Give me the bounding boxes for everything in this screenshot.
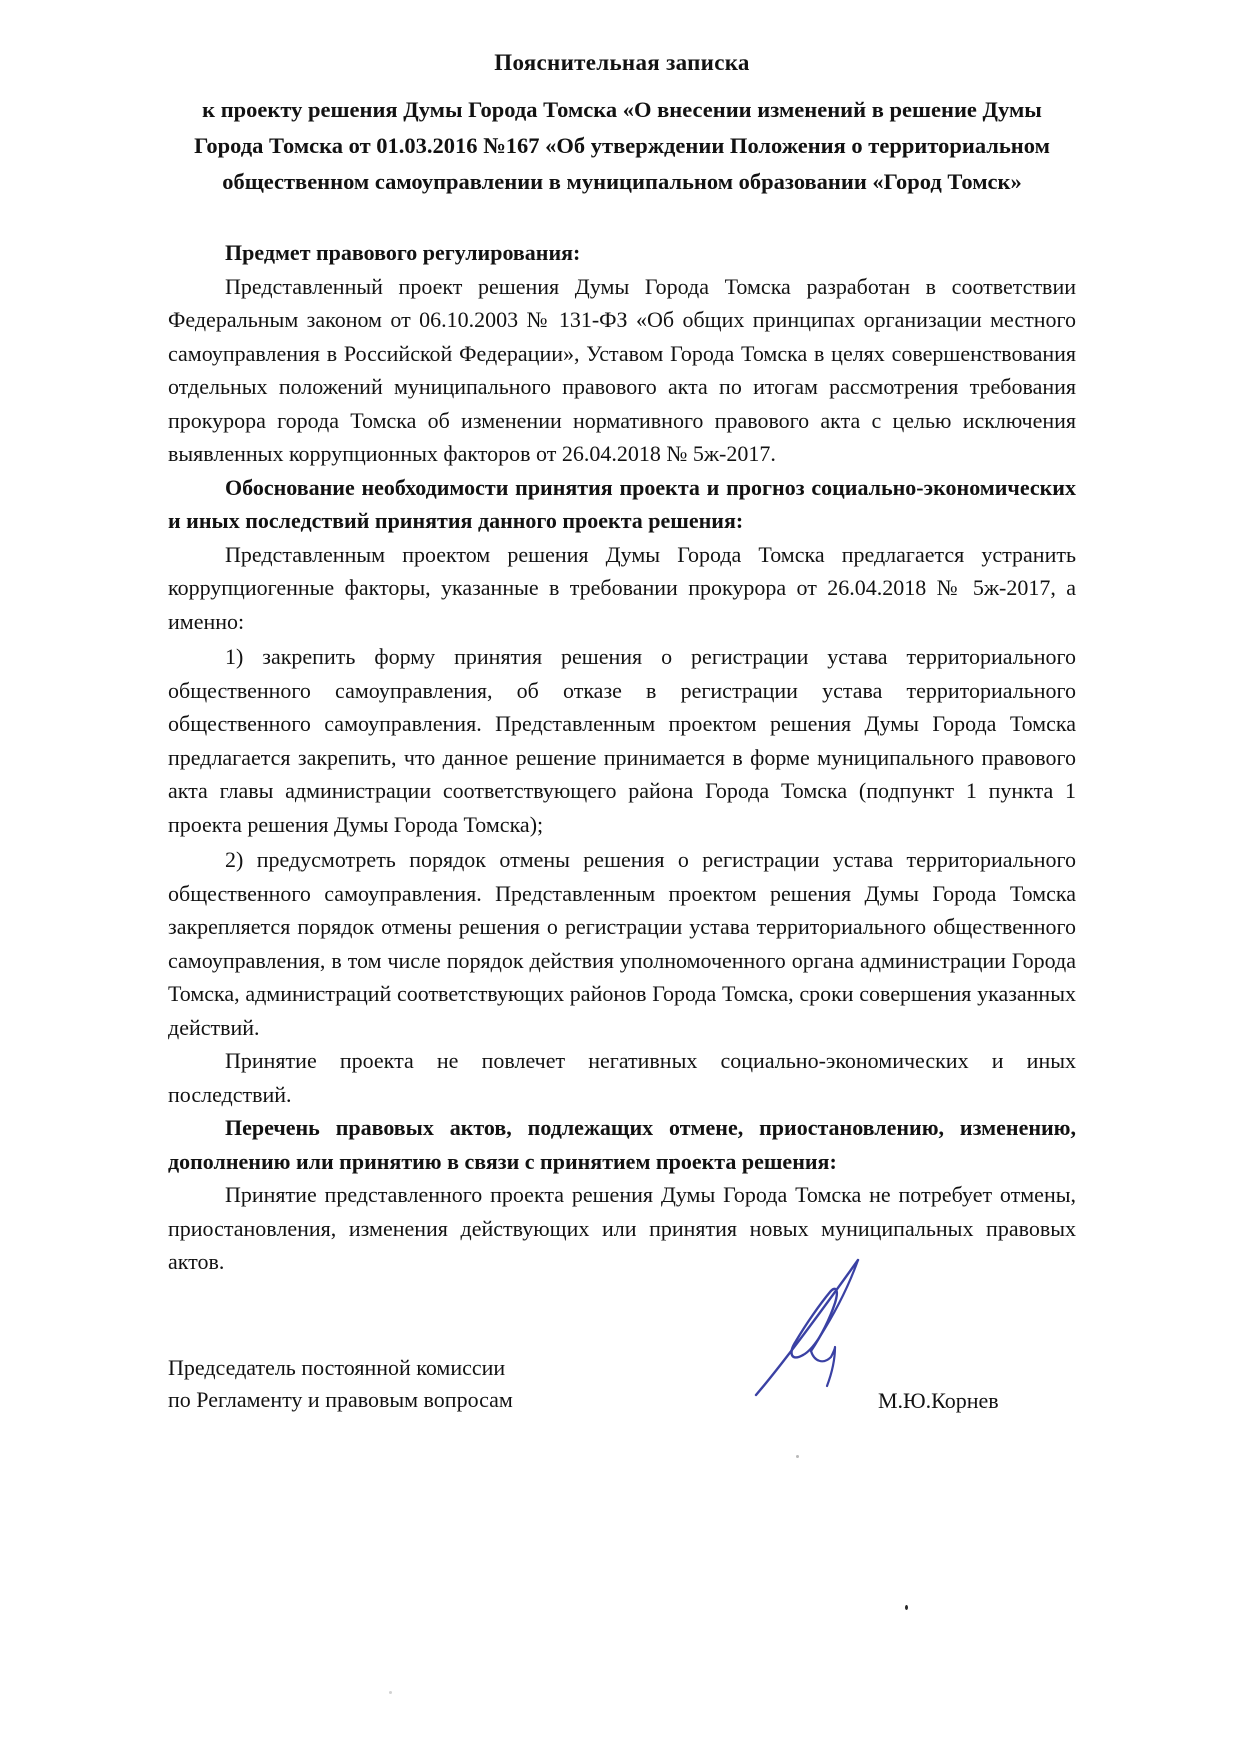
scan-speck bbox=[905, 1605, 908, 1610]
signatory-position bbox=[168, 1352, 513, 1416]
signatory-position-line2: по Регламенту и правовым вопросам bbox=[168, 1387, 513, 1412]
section-heading-acts-list: Перечень правовых актов, подлежащих отмене, приостановлению, изменению, дополнению или принятию в связи с принятием проекта решения: bbox=[168, 1115, 1076, 1174]
document-subtitle: к проекту решения Думы Города Томска «О внесении изменений в решение Думы Города Томска от 01.03.2016 №167 «Об утверждении Положения о территориальном общественном самоуправлении в муниципальном образовании «Город Томск» bbox=[194, 97, 1050, 194]
handwritten-signature-ink bbox=[748, 1252, 888, 1404]
document-content bbox=[168, 50, 1076, 1279]
section-heading-subject: Предмет правового регулирования: bbox=[225, 240, 581, 265]
paragraph-item-1: 1) закрепить форму принятия решения о регистрации устава территориального общественного самоуправления, об отказе в регистрации устава территориального общественного самоуправления. Представленным проектом решения Думы Города Томска предлагается закрепить, что данное решение принимается в форме муниципального правового акта главы администрации соответствующего района Города Томска (подпункт 1 пункта 1 проекта решения Думы Города Томска); bbox=[168, 644, 1076, 837]
document-body bbox=[168, 236, 1076, 1279]
signatory-position-line1: Председатель постоянной комиссии bbox=[168, 1355, 506, 1380]
paragraph-no-consequences: Принятие проекта не повлечет негативных социально-экономических и иных последствий. bbox=[168, 1048, 1076, 1107]
document-title: Пояснительная записка bbox=[494, 50, 750, 75]
paragraph-item-2: 2) предусмотреть порядок отмены решения о регистрации устава территориального общественного самоуправления. Представленным проектом решения Думы Города Томска закрепляется порядок отмены решения о регистрации устава территориального общественного самоуправления, в том числе порядок действия уполномоченного органа администрации Города Томска, администраций соответствующих районов Города Томска, сроки совершения указанных действий. bbox=[168, 847, 1076, 1040]
section-heading-justification: Обоснование необходимости принятия проекта и прогноз социально-экономических и иных последствий принятия данного проекта решения: bbox=[168, 474, 1076, 533]
paragraph-justification-intro: Представленным проектом решения Думы Города Томска предлагается устранить коррупциогенные факторы, указанные в требовании прокурора от 26.04.2018 № 5ж-2017, а именно: bbox=[168, 541, 1076, 634]
paragraph-subject-body: Представленный проект решения Думы Города Томска разработан в соответствии Федеральным законом от 06.10.2003 № 131-ФЗ «Об общих принципах организации местного самоуправления в Российской Федерации», Уставом Города Томска в целях совершенствования отдельных положений муниципального правового акта по итогам рассмотрения требования прокурора города Томска об изменении нормативного правового акта с целью исключения выявленных коррупционных факторов от 26.04.2018 № 5ж-2017. bbox=[168, 273, 1076, 466]
scan-speck bbox=[389, 1691, 392, 1694]
scan-speck bbox=[796, 1455, 799, 1458]
signatory-name: М.Ю.Корнев bbox=[878, 1388, 999, 1413]
paragraph-acts-list-body: Принятие представленного проекта решения Думы Города Томска не потребует отмены, приостановления, изменения действующих или принятия новых муниципальных правовых актов. bbox=[168, 1182, 1076, 1274]
